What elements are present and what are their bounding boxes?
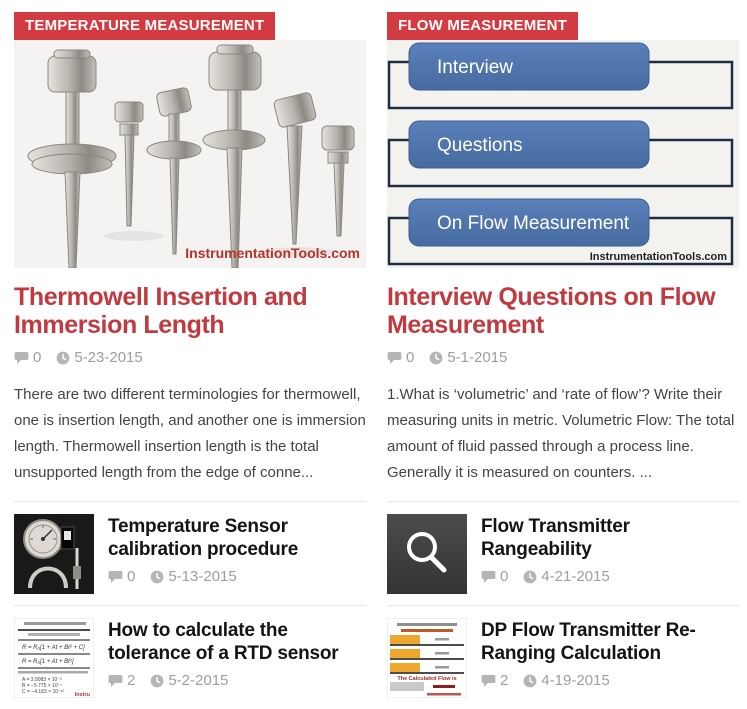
- comment-icon: [387, 351, 402, 365]
- comment-count-value: 2: [127, 672, 136, 689]
- svg-text:The Calculated Flow is: The Calculated Flow is: [397, 676, 457, 682]
- svg-text:R = R₀[1 + At + Bt²]: R = R₀[1 + At + Bt²]: [22, 659, 74, 665]
- category-badge-temperature[interactable]: TEMPERATURE MEASUREMENT: [14, 12, 275, 40]
- thumbnail-temperature-gauge[interactable]: [14, 514, 94, 594]
- list-item-meta: [108, 672, 366, 689]
- post-date-value: 5-13-2015: [168, 568, 237, 585]
- clock-icon: [150, 674, 164, 688]
- comment-icon: [481, 570, 496, 584]
- comment-count: [387, 349, 414, 366]
- list-item-title[interactable]: Flow Transmitter Rangeability: [481, 516, 630, 560]
- clock-icon: [150, 570, 164, 584]
- list-item-meta: [108, 568, 366, 585]
- list-item-title[interactable]: Temperature Sensor calibration procedure: [108, 516, 299, 560]
- list-item-dp-reranging: [387, 606, 739, 709]
- list-item-meta: [481, 672, 739, 689]
- featured-image-interview-questions[interactable]: [387, 40, 739, 268]
- column-temperature: [14, 12, 366, 709]
- image-credit-text: InstrumentationTools.com: [589, 251, 727, 263]
- list-item-rtd-tolerance: [14, 606, 366, 709]
- flow-image-label-1: Interview: [437, 57, 514, 78]
- comment-count-value: 0: [406, 349, 415, 366]
- post-date-value: 5-1-2015: [447, 349, 508, 366]
- featured-post-meta: [387, 349, 739, 366]
- post-date: [56, 349, 142, 366]
- svg-text:B = −5.775 × 10⁻⁷: B = −5.775 × 10⁻⁷: [22, 683, 63, 689]
- post-date: [429, 349, 507, 366]
- svg-text:Instru: Instru: [74, 692, 90, 698]
- featured-post-excerpt: 1.What is ‘volumetric’ and ‘rate of flow’? Write their measuring units in metric. Volumetric Flow: The total amount of fluid passed through a process line. Generally it is measured on counters. ...: [387, 386, 735, 481]
- comment-count-value: 2: [500, 672, 509, 689]
- post-date-value: 5-2-2015: [168, 672, 229, 689]
- flow-image-label-3: On Flow Measurement: [437, 213, 630, 234]
- comment-count-value: 0: [500, 568, 509, 585]
- thumbnail-dp-calculation-table[interactable]: [387, 618, 467, 698]
- clock-icon: [523, 674, 537, 688]
- featured-post-title[interactable]: Interview Questions on Flow Measurement: [387, 283, 716, 339]
- thumbnail-search-placeholder[interactable]: [387, 514, 467, 594]
- comment-count-value: 0: [127, 568, 136, 585]
- list-item-meta: [481, 568, 739, 585]
- svg-text:A = 3.9083 × 10⁻³: A = 3.9083 × 10⁻³: [22, 677, 62, 683]
- comment-count-value: 0: [33, 349, 42, 366]
- svg-text:C = −4.183 × 10⁻¹²: C = −4.183 × 10⁻¹²: [22, 689, 64, 695]
- list-item-title[interactable]: DP Flow Transmitter Re-Ranging Calculation: [481, 620, 696, 664]
- post-date-value: 5-23-2015: [74, 349, 143, 366]
- featured-image-thermowell[interactable]: [14, 40, 366, 268]
- thumbnail-rtd-formula-table[interactable]: [14, 618, 94, 698]
- clock-icon: [523, 570, 537, 584]
- clock-icon: [429, 351, 443, 365]
- featured-post-title[interactable]: Thermowell Insertion and Immersion Length: [14, 283, 308, 339]
- comment-icon: [14, 351, 29, 365]
- image-credit-text: InstrumentationTools.com: [185, 245, 360, 261]
- column-flow: [387, 12, 739, 709]
- featured-post-excerpt: There are two different terminologies for thermowell, one is insertion length, and another one is immersion length. Thermowell insertion length is the total unsupported length from the edge of conne...: [14, 386, 366, 481]
- comment-icon: [108, 674, 123, 688]
- clock-icon: [56, 351, 70, 365]
- post-date-value: 4-19-2015: [541, 672, 610, 689]
- featured-post-meta: [14, 349, 366, 366]
- list-item-title[interactable]: How to calculate the tolerance of a RTD sensor: [108, 620, 339, 664]
- category-badge-flow[interactable]: FLOW MEASUREMENT: [387, 12, 578, 40]
- post-date-value: 4-21-2015: [541, 568, 610, 585]
- svg-text:R = R₀[1 + At + Bt² + C]: R = R₀[1 + At + Bt² + C]: [22, 645, 85, 651]
- list-item-temp-calibration: [14, 502, 366, 605]
- list-item-flow-rangeability: [387, 502, 739, 605]
- flow-image-label-2: Questions: [437, 135, 523, 156]
- comment-icon: [108, 570, 123, 584]
- comment-count: [14, 349, 41, 366]
- comment-icon: [481, 674, 496, 688]
